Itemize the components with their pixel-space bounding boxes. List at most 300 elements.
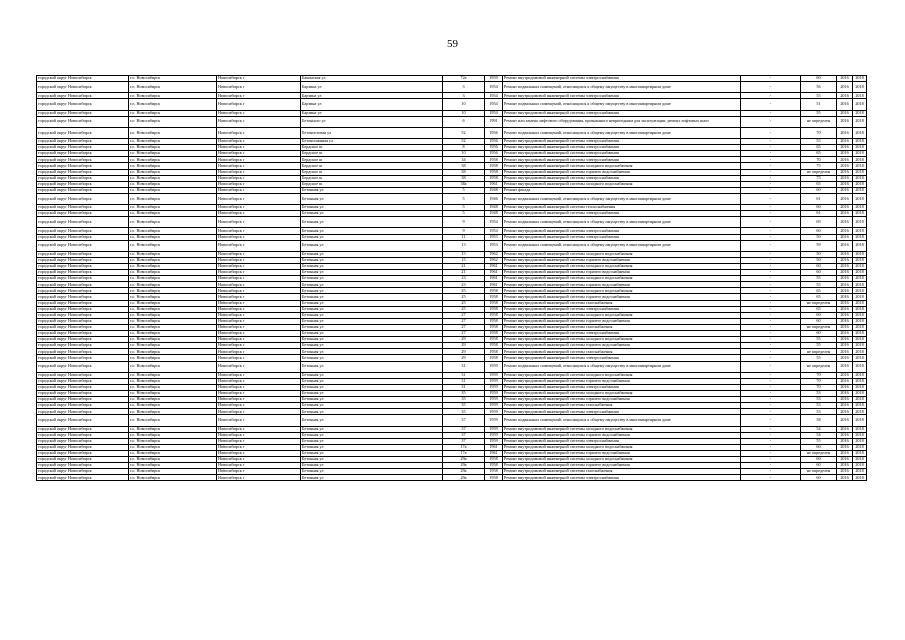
wear-percent-cell: 55 <box>801 438 837 444</box>
start-year-cell: 2016 <box>837 264 853 270</box>
house-number-cell: 37 <box>443 432 485 438</box>
municipality-cell: городской округ Новосибирск <box>37 444 129 450</box>
district-cell: г.о. Новосибирск <box>129 264 217 270</box>
wear-percent-cell: 55 <box>801 337 837 343</box>
locality-cell: Новосибирск г <box>217 193 301 204</box>
wear-percent-cell: 50 <box>801 251 837 257</box>
municipality-cell: городской округ Новосибирск <box>37 251 129 257</box>
municipality-cell: городской округ Новосибирск <box>37 438 129 444</box>
municipality-cell: городской округ Новосибирск <box>37 300 129 306</box>
wear-percent-cell: 60 <box>801 475 837 481</box>
locality-cell: Новосибирск г <box>217 99 301 110</box>
start-year-cell: 2016 <box>837 211 853 217</box>
dash-cell: - <box>741 76 801 82</box>
municipality-cell: городской округ Новосибирск <box>37 193 129 204</box>
house-number-cell: 38 <box>443 169 485 175</box>
street-cell: Бетонная ул <box>301 294 443 300</box>
locality-cell: Новосибирск г <box>217 217 301 228</box>
start-year-cell: 2016 <box>837 444 853 450</box>
end-year-cell: 2018 <box>853 145 867 151</box>
municipality-cell: городской округ Новосибирск <box>37 361 129 372</box>
wear-percent-cell: 60 <box>801 76 837 82</box>
district-cell: г.о. Новосибирск <box>129 282 217 288</box>
street-cell: Бетонная ул <box>301 384 443 390</box>
dash-cell: - <box>741 300 801 306</box>
year-built-cell: 1956 <box>485 139 503 145</box>
street-cell: Бетонная ул <box>301 415 443 426</box>
end-year-cell: 2018 <box>853 432 867 438</box>
locality-cell: Новосибирск г <box>217 469 301 475</box>
work-type-cell: Ремонт внутридомовой инженерной системы электроснабжения <box>503 76 741 82</box>
street-cell: Бетонная ул <box>301 337 443 343</box>
wear-percent-cell: 61 <box>801 211 837 217</box>
municipality-cell: городской округ Новосибирск <box>37 127 129 138</box>
street-cell: Бакинская ул <box>301 76 443 82</box>
dash-cell: - <box>741 343 801 349</box>
dash-cell: - <box>741 397 801 403</box>
locality-cell: Новосибирск г <box>217 318 301 324</box>
work-type-cell: Ремонт внутридомовой инженерной системы электроснабжения <box>503 409 741 415</box>
wear-percent-cell: 55 <box>801 276 837 282</box>
work-type-cell: Ремонт внутридомовой инженерной системы газоснабжения <box>503 300 741 306</box>
municipality-cell: городской округ Новосибирск <box>37 426 129 432</box>
locality-cell: Новосибирск г <box>217 163 301 169</box>
municipality-cell: городской округ Новосибирск <box>37 228 129 234</box>
municipality-cell: городской округ Новосибирск <box>37 372 129 378</box>
district-cell: г.о. Новосибирск <box>129 475 217 481</box>
year-built-cell: 1961 <box>485 264 503 270</box>
work-type-cell: Ремонт внутридомовой инженерной системы холодного водоснабжения <box>503 276 741 282</box>
dash-cell: - <box>741 234 801 240</box>
municipality-cell: городской округ Новосибирск <box>37 318 129 324</box>
dash-cell: - <box>741 403 801 409</box>
year-built-cell: 1958 <box>485 463 503 469</box>
year-built-cell: 1958 <box>485 318 503 324</box>
year-built-cell: 1961 <box>485 444 503 450</box>
year-built-cell: 1958 <box>485 312 503 318</box>
house-number-cell: 34 <box>443 157 485 163</box>
start-year-cell: 2016 <box>837 76 853 82</box>
work-type-cell: Ремонт внутридомовой инженерной системы горячего водоснабжения <box>503 397 741 403</box>
repair-schedule-table <box>36 75 867 481</box>
table-row <box>37 361 867 372</box>
locality-cell: Новосибирск г <box>217 457 301 463</box>
district-cell: г.о. Новосибирск <box>129 76 217 82</box>
year-built-cell: 1961 <box>485 450 503 456</box>
municipality-cell: городской округ Новосибирск <box>37 76 129 82</box>
start-year-cell: 2016 <box>837 217 853 228</box>
house-number-cell: 52 <box>443 127 485 138</box>
start-year-cell: 2016 <box>837 175 853 181</box>
dash-cell: - <box>741 337 801 343</box>
table-row <box>37 240 867 251</box>
work-type-cell: Ремонт внутридомовой инженерной системы холодного водоснабжения <box>503 312 741 318</box>
house-number-cell: 10 <box>443 151 485 157</box>
dash-cell: - <box>741 157 801 163</box>
work-type-cell: Ремонт внутридомовой инженерной системы электроснабжения <box>503 139 741 145</box>
dash-cell: - <box>741 294 801 300</box>
locality-cell: Новосибирск г <box>217 270 301 276</box>
start-year-cell: 2016 <box>837 426 853 432</box>
end-year-cell: 2018 <box>853 163 867 169</box>
wear-percent-cell: не определен <box>801 450 837 456</box>
year-built-cell: 1958 <box>485 300 503 306</box>
municipality-cell: городской округ Новосибирск <box>37 93 129 99</box>
locality-cell: Новосибирск г <box>217 110 301 116</box>
house-number-cell: 29а <box>443 463 485 469</box>
dash-cell: - <box>741 361 801 372</box>
municipality-cell: городской округ Новосибирск <box>37 409 129 415</box>
end-year-cell: 2018 <box>853 450 867 456</box>
start-year-cell: 2016 <box>837 205 853 211</box>
work-type-cell: Ремонт внутридомовой инженерной системы горячего водоснабжения <box>503 294 741 300</box>
district-cell: г.о. Новосибирск <box>129 355 217 361</box>
start-year-cell: 2016 <box>837 384 853 390</box>
street-cell: Бетонная ул <box>301 403 443 409</box>
dash-cell: - <box>741 372 801 378</box>
end-year-cell: 2018 <box>853 276 867 282</box>
start-year-cell: 2016 <box>837 331 853 337</box>
work-type-cell: Ремонт внутридомовой инженерной системы холодного водоснабжения <box>503 288 741 294</box>
locality-cell: Новосибирск г <box>217 337 301 343</box>
end-year-cell: 2018 <box>853 294 867 300</box>
municipality-cell: городской округ Новосибирск <box>37 312 129 318</box>
year-built-cell: 1948 <box>485 211 503 217</box>
house-number-cell: 17а <box>443 444 485 450</box>
street-cell: Бетонная ул <box>301 469 443 475</box>
street-cell: Бетонная ул <box>301 264 443 270</box>
dash-cell: - <box>741 324 801 330</box>
year-built-cell: 1959 <box>485 384 503 390</box>
street-cell: Бердское ш <box>301 163 443 169</box>
district-cell: г.о. Новосибирск <box>129 337 217 343</box>
district-cell: г.о. Новосибирск <box>129 444 217 450</box>
house-number-cell: 31 <box>443 361 485 372</box>
district-cell: г.о. Новосибирск <box>129 372 217 378</box>
table-row <box>37 127 867 138</box>
wear-percent-cell: не определен <box>801 169 837 175</box>
district-cell: г.о. Новосибирск <box>129 205 217 211</box>
table-row <box>37 116 867 127</box>
work-type-cell: Ремонт подвальных помещений, относящихся к общему имуществу в многоквартирном доме <box>503 361 741 372</box>
locality-cell: Новосибирск г <box>217 300 301 306</box>
house-number-cell: 72а <box>443 76 485 82</box>
house-number-cell: 35 <box>443 397 485 403</box>
end-year-cell: 2018 <box>853 175 867 181</box>
street-cell: Бетонная ул <box>301 240 443 251</box>
work-type-cell: Ремонт внутридомовой инженерной системы электроснабжения <box>503 306 741 312</box>
year-built-cell: 1958 <box>485 294 503 300</box>
start-year-cell: 2016 <box>837 312 853 318</box>
wear-percent-cell: 70 <box>801 127 837 138</box>
municipality-cell: городской округ Новосибирск <box>37 355 129 361</box>
start-year-cell: 2016 <box>837 438 853 444</box>
year-built-cell: 1959 <box>485 361 503 372</box>
street-cell: Барзина ул <box>301 99 443 110</box>
start-year-cell: 2016 <box>837 228 853 234</box>
locality-cell: Новосибирск г <box>217 76 301 82</box>
municipality-cell: городской округ Новосибирск <box>37 110 129 116</box>
work-type-cell: Ремонт внутридомовой инженерной системы электроснабжения <box>503 355 741 361</box>
work-type-cell: Ремонт внутридомовой инженерной системы электроснабжения <box>503 110 741 116</box>
house-number-cell: 15 <box>443 251 485 257</box>
street-cell: Барзина ул <box>301 93 443 99</box>
dash-cell: - <box>741 438 801 444</box>
municipality-cell: городской округ Новосибирск <box>37 169 129 175</box>
municipality-cell: городской округ Новосибирск <box>37 469 129 475</box>
start-year-cell: 2016 <box>837 169 853 175</box>
year-built-cell: 1954 <box>485 228 503 234</box>
locality-cell: Новосибирск г <box>217 257 301 263</box>
work-type-cell: Ремонт внутридомовой инженерной системы холодного водоснабжения <box>503 181 741 187</box>
house-number-cell: 35 <box>443 409 485 415</box>
street-cell: Бетонная ул <box>301 444 443 450</box>
district-cell: г.о. Новосибирск <box>129 234 217 240</box>
street-cell: Бетонная ул <box>301 257 443 263</box>
house-number-cell: 23 <box>443 282 485 288</box>
street-cell: Бетонная ул <box>301 187 443 193</box>
table-row <box>37 82 867 93</box>
wear-percent-cell: 75 <box>801 163 837 169</box>
district-cell: г.о. Новосибирск <box>129 426 217 432</box>
municipality-cell: городской округ Новосибирск <box>37 384 129 390</box>
locality-cell: Новосибирск г <box>217 409 301 415</box>
house-number-cell: 31 <box>443 378 485 384</box>
start-year-cell: 2016 <box>837 288 853 294</box>
locality-cell: Новосибирск г <box>217 151 301 157</box>
district-cell: г.о. Новосибирск <box>129 139 217 145</box>
house-number-cell: 37 <box>443 426 485 432</box>
house-number-cell: 3 <box>443 82 485 93</box>
street-cell: Бетонная ул <box>301 372 443 378</box>
dash-cell: - <box>741 175 801 181</box>
wear-percent-cell: 65 <box>801 294 837 300</box>
house-number-cell: 31 <box>443 372 485 378</box>
wear-percent-cell: 69 <box>801 217 837 228</box>
district-cell: г.о. Новосибирск <box>129 157 217 163</box>
locality-cell: Новосибирск г <box>217 288 301 294</box>
locality-cell: Новосибирск г <box>217 349 301 355</box>
work-type-cell: Ремонт или замена лифтового оборудования, признанного непригодным для эксплуатации, ремонт лифтовых шахт <box>503 116 741 127</box>
street-cell: Барзина ул <box>301 82 443 93</box>
work-type-cell: Ремонт внутридомовой инженерной системы горячего водоснабжения <box>503 450 741 456</box>
work-type-cell: Ремонт подвальных помещений, относящихся к общему имуществу в многоквартирном доме <box>503 127 741 138</box>
end-year-cell: 2018 <box>853 331 867 337</box>
end-year-cell: 2018 <box>853 240 867 251</box>
district-cell: г.о. Новосибирск <box>129 110 217 116</box>
wear-percent-cell: 54 <box>801 432 837 438</box>
start-year-cell: 2016 <box>837 318 853 324</box>
year-built-cell: 1961 <box>485 181 503 187</box>
district-cell: г.о. Новосибирск <box>129 257 217 263</box>
end-year-cell: 2018 <box>853 415 867 426</box>
start-year-cell: 2016 <box>837 187 853 193</box>
end-year-cell: 2018 <box>853 93 867 99</box>
end-year-cell: 2018 <box>853 217 867 228</box>
district-cell: г.о. Новосибирск <box>129 240 217 251</box>
district-cell: г.о. Новосибирск <box>129 349 217 355</box>
house-number-cell: 35 <box>443 390 485 396</box>
dash-cell: - <box>741 139 801 145</box>
street-cell: Бердское ш <box>301 169 443 175</box>
wear-percent-cell: 65 <box>801 288 837 294</box>
end-year-cell: 2018 <box>853 257 867 263</box>
work-type-cell: Ремонт внутридомовой инженерной системы холодного водоснабжения <box>503 444 741 450</box>
end-year-cell: 2018 <box>853 384 867 390</box>
wear-percent-cell: 50 <box>801 234 837 240</box>
locality-cell: Новосибирск г <box>217 127 301 138</box>
year-built-cell: 1959 <box>485 415 503 426</box>
wear-percent-cell: 60 <box>801 444 837 450</box>
work-type-cell: Ремонт подвальных помещений, относящихся к общему имуществу в многоквартирном доме <box>503 217 741 228</box>
year-built-cell: 1958 <box>485 288 503 294</box>
work-type-cell: Ремонт внутридомовой инженерной системы электроснабжения <box>503 175 741 181</box>
street-cell: Бетонная ул <box>301 397 443 403</box>
municipality-cell: городской округ Новосибирск <box>37 349 129 355</box>
street-cell: Бетонная ул <box>301 270 443 276</box>
wear-percent-cell: 55 <box>801 355 837 361</box>
wear-percent-cell: 60 <box>801 228 837 234</box>
street-cell: Бетонная ул <box>301 432 443 438</box>
dash-cell: - <box>741 270 801 276</box>
year-built-cell: 1946 <box>485 193 503 204</box>
locality-cell: Новосибирск г <box>217 234 301 240</box>
locality-cell: Новосибирск г <box>217 145 301 151</box>
district-cell: г.о. Новосибирск <box>129 390 217 396</box>
district-cell: г.о. Новосибирск <box>129 361 217 372</box>
year-built-cell: 1953 <box>485 240 503 251</box>
street-cell: Бердское ш <box>301 175 443 181</box>
work-type-cell: Ремонт внутридомовой инженерной системы холодного водоснабжения <box>503 337 741 343</box>
municipality-cell: городской округ Новосибирск <box>37 324 129 330</box>
locality-cell: Новосибирск г <box>217 139 301 145</box>
dash-cell: - <box>741 205 801 211</box>
street-cell: Бетонная ул <box>301 438 443 444</box>
house-number-cell: 25 <box>443 300 485 306</box>
district-cell: г.о. Новосибирск <box>129 187 217 193</box>
street-cell: Бетонная ул <box>301 361 443 372</box>
work-type-cell: Ремонт внутридомовой инженерной системы холодного водоснабжения <box>503 251 741 257</box>
district-cell: г.о. Новосибирск <box>129 403 217 409</box>
dash-cell: - <box>741 349 801 355</box>
work-type-cell: Ремонт внутридомовой инженерной системы горячего водоснабжения <box>503 282 741 288</box>
house-number-cell: 8 <box>443 145 485 151</box>
street-cell: Бетонная ул <box>301 409 443 415</box>
start-year-cell: 2016 <box>837 306 853 312</box>
dash-cell: - <box>741 264 801 270</box>
dash-cell: - <box>741 409 801 415</box>
wear-percent-cell: 65 <box>801 306 837 312</box>
district-cell: г.о. Новосибирск <box>129 211 217 217</box>
locality-cell: Новосибирск г <box>217 312 301 318</box>
work-type-cell: Ремонт внутридомовой инженерной системы горячего водоснабжения <box>503 169 741 175</box>
municipality-cell: городской округ Новосибирск <box>37 99 129 110</box>
year-built-cell: 1958 <box>485 355 503 361</box>
municipality-cell: городской округ Новосибирск <box>37 294 129 300</box>
house-number-cell: 17а <box>443 450 485 456</box>
street-cell: Бетонная ул <box>301 457 443 463</box>
locality-cell: Новосибирск г <box>217 403 301 409</box>
table-row <box>37 217 867 228</box>
house-number-cell: 9 <box>443 217 485 228</box>
year-built-cell: 1958 <box>485 469 503 475</box>
district-cell: г.о. Новосибирск <box>129 175 217 181</box>
municipality-cell: городской округ Новосибирск <box>37 217 129 228</box>
municipality-cell: городской округ Новосибирск <box>37 415 129 426</box>
wear-percent-cell: 56 <box>801 82 837 93</box>
start-year-cell: 2016 <box>837 110 853 116</box>
start-year-cell: 2016 <box>837 240 853 251</box>
year-built-cell: 1958 <box>485 157 503 163</box>
end-year-cell: 2018 <box>853 116 867 127</box>
street-cell: Бетонная ул <box>301 450 443 456</box>
street-cell: Бетонистовая ул <box>301 127 443 138</box>
end-year-cell: 2018 <box>853 372 867 378</box>
wear-percent-cell: 60 <box>801 463 837 469</box>
municipality-cell: городской округ Новосибирск <box>37 211 129 217</box>
district-cell: г.о. Новосибирск <box>129 415 217 426</box>
locality-cell: Новосибирск г <box>217 205 301 211</box>
street-cell: Бетонная ул <box>301 288 443 294</box>
locality-cell: Новосибирск г <box>217 82 301 93</box>
end-year-cell: 2018 <box>853 110 867 116</box>
wear-percent-cell: 50 <box>801 257 837 263</box>
year-built-cell: 1958 <box>485 306 503 312</box>
dash-cell: - <box>741 426 801 432</box>
municipality-cell: городской округ Новосибирск <box>37 116 129 127</box>
district-cell: г.о. Новосибирск <box>129 463 217 469</box>
dash-cell: - <box>741 99 801 110</box>
municipality-cell: городской округ Новосибирск <box>37 343 129 349</box>
end-year-cell: 2018 <box>853 426 867 432</box>
work-type-cell: Ремонт внутридомовой инженерной системы электроснабжения <box>503 211 741 217</box>
street-cell: Бетонная ул <box>301 463 443 469</box>
end-year-cell: 2018 <box>853 469 867 475</box>
wear-percent-cell: 53 <box>801 403 837 409</box>
end-year-cell: 2018 <box>853 282 867 288</box>
locality-cell: Новосибирск г <box>217 438 301 444</box>
end-year-cell: 2018 <box>853 390 867 396</box>
end-year-cell: 2018 <box>853 187 867 193</box>
start-year-cell: 2016 <box>837 251 853 257</box>
year-built-cell: 1954 <box>485 110 503 116</box>
municipality-cell: городской округ Новосибирск <box>37 139 129 145</box>
locality-cell: Новосибирск г <box>217 264 301 270</box>
wear-percent-cell: 60 <box>801 205 837 211</box>
locality-cell: Новосибирск г <box>217 294 301 300</box>
end-year-cell: 2018 <box>853 205 867 211</box>
wear-percent-cell: не определен <box>801 349 837 355</box>
house-number-cell: 13 <box>443 240 485 251</box>
house-number-cell: 11 <box>443 234 485 240</box>
locality-cell: Новосибирск г <box>217 324 301 330</box>
locality-cell: Новосибирск г <box>217 187 301 193</box>
municipality-cell: городской округ Новосибирск <box>37 288 129 294</box>
house-number-cell: 31 <box>443 384 485 390</box>
year-built-cell: 1959 <box>485 409 503 415</box>
year-built-cell: 1954 <box>485 217 503 228</box>
start-year-cell: 2016 <box>837 300 853 306</box>
year-built-cell: 1956 <box>485 127 503 138</box>
municipality-cell: городской округ Новосибирск <box>37 378 129 384</box>
municipality-cell: городской округ Новосибирск <box>37 82 129 93</box>
municipality-cell: городской округ Новосибирск <box>37 276 129 282</box>
district-cell: г.о. Новосибирск <box>129 116 217 127</box>
work-type-cell: Ремонт внутридомовой инженерной системы холодного водоснабжения <box>503 264 741 270</box>
street-cell: Бетонная ул <box>301 276 443 282</box>
year-built-cell: 1959 <box>485 438 503 444</box>
year-built-cell: 1958 <box>485 175 503 181</box>
